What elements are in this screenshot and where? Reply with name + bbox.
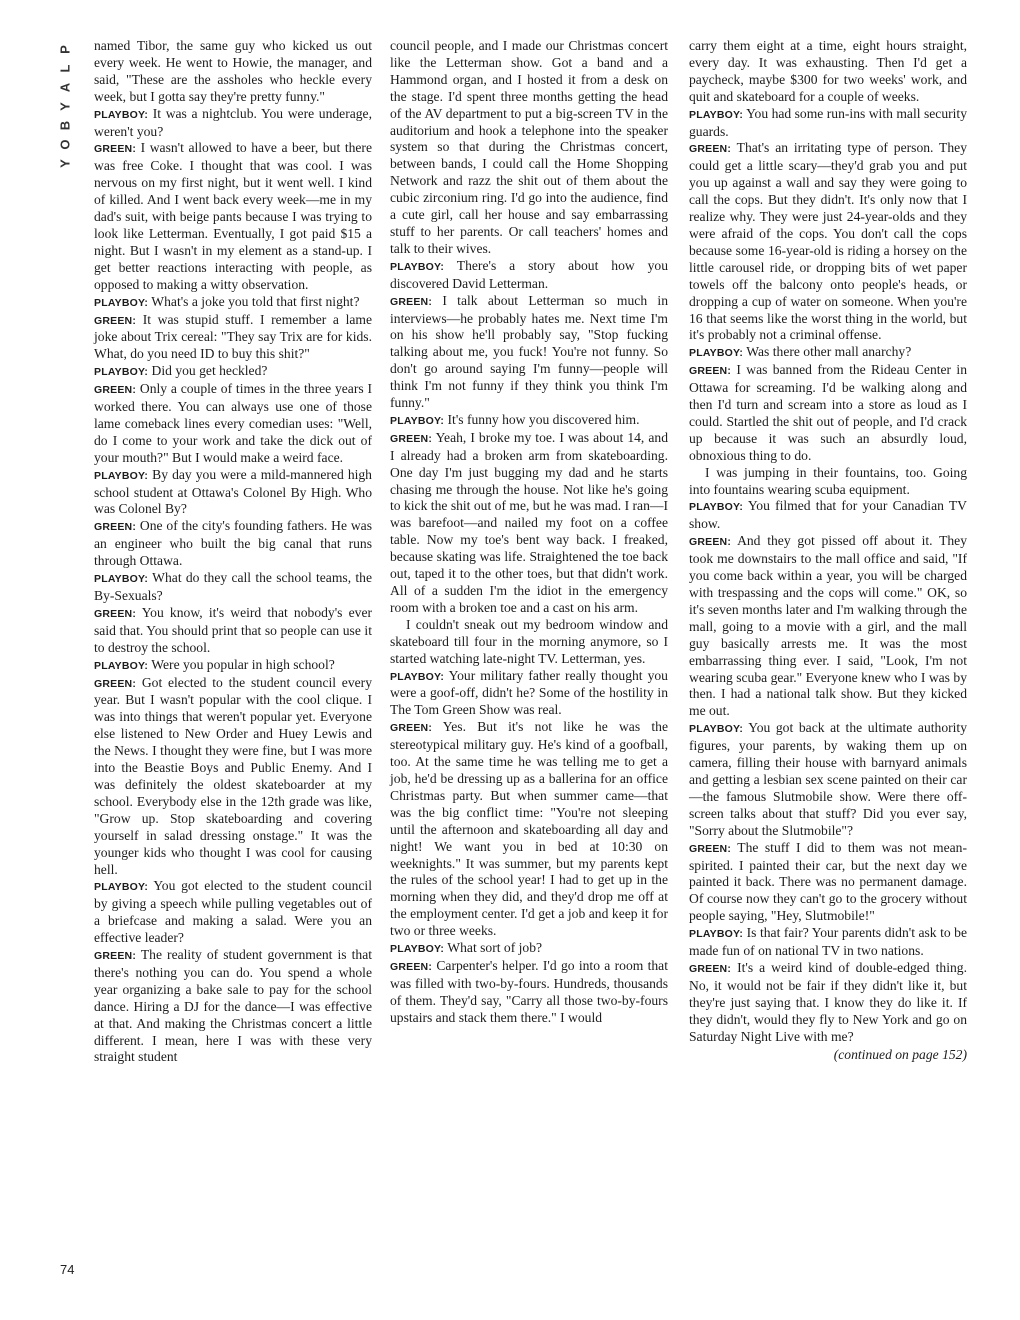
paragraph [390,430,668,617]
page-number: 74 [60,1262,75,1277]
paragraph [94,294,372,312]
paragraph-text: Got elected to the student council every year. But I wasn't popular with the cool clique. I was into things that weren't popular yet. Everyone else listened to New Order and Huey Lewis and the News. I thought they were fine, but I was more into the Beastie Boys and Public Enemy. And I was definitely the oldest skateboarder at my school. Everybody else in the 12th grade was like, "Grow up. Stop skateboarding and covering yourself in salad dressing onstage." It was the younger kids who thought I was cool for causing hell. [94,674,372,877]
paragraph-text: You had some run-ins with mall security guards. [689,105,967,139]
paragraph [689,960,967,1046]
speaker-label: PLAYBOY: [94,296,149,309]
paragraph-text: Yeah, I broke my toe. I was about 14, and I already had a broken arm from skateboarding. One day I'm just bugging my dad and he starts chasing me through the house. Not like he's going to kick the shit out of me, but he was mad. I ran—I was barefoot—and nailed my foot on a coffee table. Now my toe's bent way back. I freaked, because skating was life. Straightened the toe back out, taped it to the other toes, but that didn't work. All of a sudden I'm the idiot in the emergency room with a broken toe and a cast on his arm. [390,429,668,615]
speaker-label: PLAYBOY: [94,108,149,121]
paragraph [689,720,967,839]
speaker-label: PLAYBOY: [689,108,744,121]
paragraph [94,467,372,519]
paragraph [689,925,967,960]
paragraph-text: Yes. But it's not like he was the stereotypical military guy. He's kind of a goofball, too. At the same time he was telling me to get a job, he'd be dressing up as a ballerina for an office Christmas party. But when summer came—that was the big conflict time: "You're not sleeping until the afternoon and skateboarding all day and night! We want you in bed at 10:30 on weeknights." It was summer, but my parents kept the rules of the school year! I had to get up in the morning when they did, and they'd drop me off at the employment center. I'd get a job and keep it for two or three weeks. [390,719,668,939]
speaker-label: GREEN: [390,295,433,308]
paragraph [689,140,967,344]
column-2 [390,38,668,1027]
paragraph-text: carry them eight at a time, eight hours straight, every day. It was exhausting. Then I'd get a paycheck, maybe $300 for two weeks' work, and quit and skateboard for a couple of weeks. [689,38,967,104]
paragraph-text: Were you popular in high school? [151,656,335,672]
speaker-label: PLAYBOY: [390,670,445,683]
paragraph-text: You know, it's weird that nobody's ever said that. You should print that so people can use it to destroy the school. [94,604,373,655]
paragraph [689,840,967,926]
speaker-label: GREEN: [94,677,137,690]
paragraph-text: Carpenter's helper. I'd go into a room that was filled with two-by-fours. Hundreds, thousands of them. They'd say, "Carry all those two-by-fours upstairs and stack them there." I would [390,957,668,1025]
masthead-letter: L [57,64,73,73]
paragraph-text: You got back at the ultimate authority figures, your parents, by waking them up on camera, filling their house with barnyard animals and getting a lesbian sex scene painted on their car—the famous Slutmobile show. Were there off-screen talks about that stuff? Did you ever say, "Sorry about the Slutmobile"? [689,720,967,838]
paragraph [94,106,372,141]
paragraph [94,657,372,675]
paragraph [689,38,967,106]
paragraph-text: named Tibor, the same guy who kicked us out every week. He went to Howie, the manager, and said, "These are the assholes who heckle every week, but I gotta say they're pretty funny." [94,38,372,104]
paragraph [390,258,668,293]
speaker-label: GREEN: [689,143,732,156]
speaker-label: GREEN: [94,521,137,534]
paragraph [390,719,668,940]
paragraph-text: What do they call the school teams, the By-Sexuals? [94,570,372,603]
speaker-label: PLAYBOY: [689,501,744,514]
column-1 [94,38,372,1066]
paragraph [390,38,668,258]
paragraph [390,412,668,430]
paragraph [689,106,967,141]
column-3 [689,38,967,1064]
paragraph-text: I wasn't allowed to have a beer, but there was free Coke. I thought that was cool. I was nervous on my first night, but it went well. I kind of killed. And I went back every week—me in my dad's suit, with beige pants because I was trying to look like Letterman. Eventually, I got paid $15 a night. But I wasn't in my element as a stand-up. I get better reactions interacting with people, as opposed to making a witty observation. [94,140,372,292]
paragraph-text: It was a nightclub. You were underage, weren't you? [94,105,372,139]
paragraph-text: It's funny how you discovered him. [447,411,640,427]
speaker-label: PLAYBOY: [94,366,149,379]
paragraph [689,344,967,362]
paragraph [94,38,372,106]
paragraph [390,668,668,720]
speaker-label: GREEN: [390,722,433,735]
paragraph [94,570,372,605]
paragraph-text: Is that fair? Your parents didn't ask to be made fun of on national TV in two nations. [689,925,968,959]
paragraph [390,617,668,668]
paragraph-text: council people, and I made our Christmas concert like the Letterman show. Got a band and a Hammond organ, and I hosted it from a desk on the stage. I'd spent three months getting the head of the AV department to put a big-screen TV in the auditorium and hook a telephone into the speaker system so that during the Christmas concert, between bands, I could call the Home Shopping Network and razz the shit out of them about the cubic zirconium ring. I'd go into the audience, find a cute girl, call her house and say embarrassing stuff to her parents. Or call teachers' homes and talk to their wives. [390,38,668,256]
speaker-label: PLAYBOY: [94,573,149,586]
paragraph [94,675,372,879]
paragraph-text: Was there other mall anarchy? [746,344,912,360]
speaker-label: PLAYBOY: [689,928,744,941]
paragraph-text: The stuff I did to them was not mean-spirited. I painted their car, but the next day we painted it back. There was no permanent damage. Of course now they can't go to the grocery without people saying, "Hey, Slutmobile!" [689,839,967,924]
speaker-label: GREEN: [94,143,137,156]
speaker-label: GREEN: [94,607,137,620]
paragraph [689,498,967,533]
masthead-letter: Y [57,159,73,168]
paragraph [689,362,967,464]
paragraph [689,533,967,720]
speaker-label: GREEN: [390,960,433,973]
speaker-label: GREEN: [94,314,137,327]
speaker-label: GREEN: [689,536,732,549]
speaker-label: PLAYBOY: [390,943,445,956]
paragraph-text: That's an irritating type of person. They could get a little scary—they'd grab you and put you up against a wall and say they were going to call the cops. But they didn't. It's only now that I realize why. They were just 24-year-olds and they were afraid of the cops. You don't call the cops because some 16-year-old is riding a horsey on the little carousel ride, or dropping bits of wet paper towels off the balcony onto people's heads, or dropping a cup of water on someone. When you're 16 that seems like the worst thing in the world, but it's probably not a criminal offense. [689,140,967,343]
speaker-label: PLAYBOY: [94,469,149,482]
continued-note: (continued on page 152) [833,1047,967,1063]
paragraph-text: And they got pissed off about it. They took me downstairs to the mall office and said, "If you come back within a year, you will be charged with trespassing and the cops will come." OK, so it's seven months later and I'm walking through the mall, going to a movie with a girl, and the mall guy basically arrests me. It was the most embarrassing thing ever. I said, "Look, I'm not wearing scuba gear." Everyone knew who I was by then. I had a national talk show. But they kicked me out. [689,533,967,719]
paragraph [390,293,668,412]
paragraph [94,947,372,1066]
paragraph-text: It was stupid stuff. I remember a lame joke about Trix cereal: "They say Trix are for kids. What, do you need ID to buy this shit?" [94,311,372,362]
paragraph-text: I was banned from the Rideau Center in Ottawa for screaming. I'd be walking along and then I'd turn and scream into a store as loud as I could. Startled the shit out of people, and I'd crack up because it was such an absurdly loud, obnoxious thing to do. [689,362,967,463]
paragraph-text: Only a couple of times in the three years I worked there. You can always use one of those lame comeback lines every comedian uses: "Well, do I come to your work and take the dick out of your mouth?" But I would make a weird face. [94,381,373,465]
paragraph-text: What sort of job? [447,940,543,956]
paragraph-text: One of the city's founding fathers. He was an engineer who built the big canal that runs through Ottawa. [94,518,373,569]
paragraph-text: I was jumping in their fountains, too. Going into fountains wearing scuba equipment. [689,464,967,497]
speaker-label: PLAYBOY: [689,723,744,736]
paragraph-text: The reality of student government is that there's nothing you can do. You spend a whole year organizing a bake sale to pay for the school dance. Hiring a DJ for the dance—I was effective at that. And making the Christmas concert a little different. I mean, here I was with these very straight student [94,947,373,1065]
paragraph [689,465,967,499]
masthead-letter: Y [57,102,73,111]
masthead-letter: A [57,82,73,93]
paragraph [94,518,372,570]
paragraph [94,605,372,657]
paragraph [94,878,372,947]
paragraph-text: There's a story about how you discovered David Letterman. [390,257,668,291]
paragraph [390,940,668,958]
speaker-label: GREEN: [689,842,732,855]
paragraph-text: Did you get heckled? [151,363,268,379]
speaker-label: PLAYBOY: [94,881,149,894]
paragraph-text: You filmed that for your Canadian TV show. [689,498,967,532]
paragraph [94,381,372,467]
paragraph [390,958,668,1027]
paragraph [94,140,372,293]
speaker-label: GREEN: [689,962,732,975]
masthead-letter: O [57,139,73,150]
paragraph-text: You got elected to the student council by giving a speech while pulling vegetables out of a briefcase and making a salad. Were you an effective leader? [94,878,372,946]
paragraph-text: Your military father really thought you were a goof-off, didn't he? Some of the hostility in The Tom Green Show was real. [390,667,668,718]
article-body [0,38,1020,1308]
masthead-letter: B [57,120,73,131]
paragraph [94,363,372,381]
speaker-label: PLAYBOY: [390,260,445,273]
paragraph-text: By day you were a mild-mannered high school student at Ottawa's Colonel By High. Who was Colonel By? [94,466,372,517]
speaker-label: PLAYBOY: [94,659,149,672]
speaker-label: PLAYBOY: [689,347,744,360]
paragraph-text: I talk about Letterman so much in interviews—he probably hates me. Next time I'm on his show he'll probably say, "Stop fucking talking about me, you fuck! You're not funny. So don't go around saying I'm funny—people will think I'm not funny if they think you think I'm funny." [390,292,668,411]
speaker-label: GREEN: [689,365,732,378]
masthead-letter: P [57,45,73,54]
paragraph-text: What's a joke you told that first night? [151,293,360,309]
speaker-label: GREEN: [94,384,137,397]
speaker-label: PLAYBOY: [390,414,445,427]
paragraph-text: It's a weird kind of double-edged thing. No, it would not be fair if they didn't like it, but they're just saying that. I know they do like it. If they didn't, would they fly to New York and go on Saturday Night Live with me? [689,959,967,1044]
paragraph-text: I couldn't sneak out my bedroom window and skateboard till four in the morning anymore, so I started watching late-night TV. Letterman, yes. [390,616,668,666]
paragraph [94,312,372,364]
speaker-label: GREEN: [390,432,433,445]
speaker-label: GREEN: [94,950,137,963]
